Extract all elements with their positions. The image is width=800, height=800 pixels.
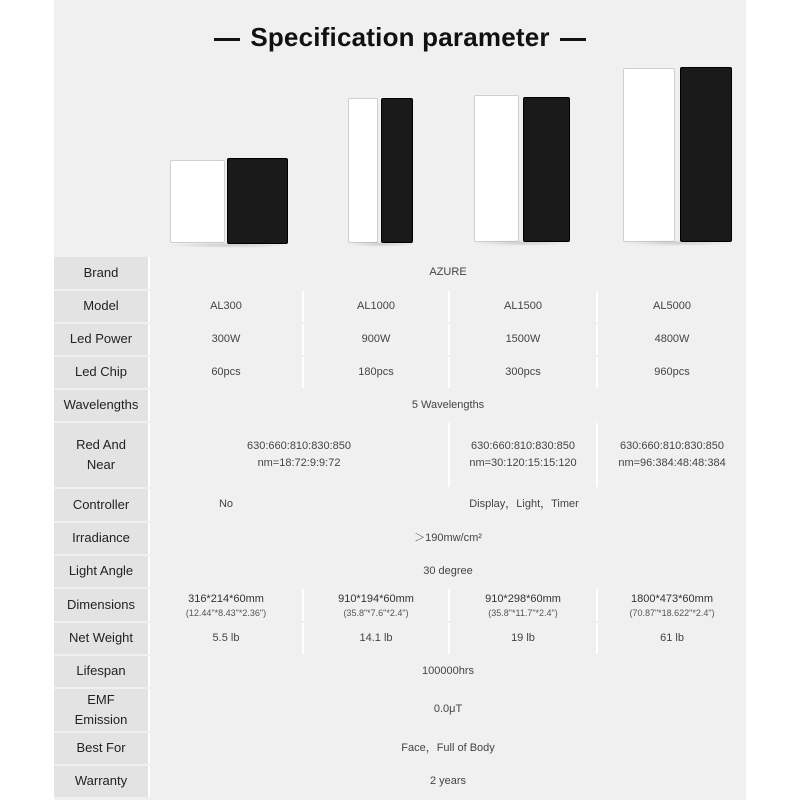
dimension-cell — [150, 589, 302, 621]
page-title — [0, 22, 800, 53]
dimension-mm: 316*214*60mm — [188, 593, 264, 606]
red-near-ratio: 630:660:810:830:850 — [247, 439, 351, 452]
row-label: Light Angle — [54, 556, 150, 587]
red-near-ratio: 630:660:810:830:850 — [620, 439, 725, 452]
red-near-nm: nm=96:384:48:48:384 — [618, 457, 726, 469]
net-weight-cell: 19 lb — [448, 623, 596, 654]
al1000-black-panel — [381, 98, 413, 243]
title-text: Specification parameter — [250, 22, 550, 52]
net-weight-cell: 14.1 lb — [302, 623, 448, 654]
red-near-nm: nm=18:72:9:9:72 — [257, 457, 341, 469]
led-chip-cell: 300pcs — [448, 357, 596, 388]
controller-rest: Display，Light，Timer — [302, 489, 746, 521]
row-label: Irradiance — [54, 523, 150, 554]
red-near-group — [150, 423, 448, 487]
row-net-weight — [54, 623, 746, 654]
row-warranty — [54, 766, 746, 797]
al5000-white-panel — [623, 68, 675, 242]
row-controller — [54, 489, 746, 521]
spec-table — [54, 255, 746, 799]
red-near-ratio: 630:660:810:830:850 — [471, 439, 575, 452]
title-dash-left — [214, 38, 240, 41]
row-emf — [54, 689, 746, 731]
row-brand — [54, 257, 746, 289]
dimension-inch: (12.44"*8.43"*2.36") — [185, 608, 267, 619]
model-cell: AL300 — [150, 291, 302, 322]
red-near-label-line1: Red And — [76, 436, 126, 452]
al300-white-panel — [170, 160, 225, 243]
red-near-label-line2: Near — [86, 457, 116, 472]
dimension-cell — [596, 589, 746, 621]
al1500-white-panel — [474, 95, 519, 242]
dimension-cell — [448, 589, 596, 621]
row-led-power — [54, 324, 746, 355]
lifespan-value: 100000hrs — [150, 656, 746, 687]
row-irradiance — [54, 523, 746, 554]
dimension-inch: (35.8"*11.7"*2.4") — [488, 608, 558, 619]
net-weight-cell: 5.5 lb — [150, 623, 302, 654]
row-label — [54, 689, 150, 731]
emf-label-line1: EMF — [87, 691, 115, 707]
row-label: Dimensions — [54, 589, 150, 621]
dimension-mm: 1800*473*60mm — [631, 593, 713, 606]
brand-value: AZURE — [150, 257, 746, 289]
red-near-group — [448, 423, 596, 487]
row-led-chip — [54, 357, 746, 388]
dimension-mm: 910*194*60mm — [338, 593, 414, 606]
row-label: Led Power — [54, 324, 150, 355]
dimension-inch: (70.87"*18.622"*2.4") — [629, 608, 715, 619]
wavelengths-value: 5 Wavelengths — [150, 390, 746, 421]
row-label: Best For — [54, 733, 150, 764]
red-near-nm: nm=30:120:15:15:120 — [469, 457, 577, 469]
model-cell: AL1000 — [302, 291, 448, 322]
row-label: Lifespan — [54, 656, 150, 687]
red-near-group — [596, 423, 746, 487]
al5000-black-panel — [680, 67, 732, 242]
warranty-value: 2 years — [150, 766, 746, 797]
led-power-cell: 4800W — [596, 324, 746, 355]
emf-label-line2: Emission — [74, 712, 128, 727]
row-label: Controller — [54, 489, 150, 521]
led-power-cell: 300W — [150, 324, 302, 355]
row-label — [54, 423, 150, 487]
row-wavelengths — [54, 390, 746, 421]
net-weight-cell: 61 lb — [596, 623, 746, 654]
al1500-black-panel — [523, 97, 570, 242]
best-for-value: Face，Full of Body — [150, 733, 746, 764]
light-angle-value: 30 degree — [150, 556, 746, 587]
al1000-white-panel — [348, 98, 378, 243]
model-cell: AL1500 — [448, 291, 596, 322]
row-lifespan — [54, 656, 746, 687]
model-cell: AL5000 — [596, 291, 746, 322]
led-power-cell: 900W — [302, 324, 448, 355]
row-best-for — [54, 733, 746, 764]
led-power-cell: 1500W — [448, 324, 596, 355]
led-chip-cell: 960pcs — [596, 357, 746, 388]
row-label: Wavelengths — [54, 390, 150, 421]
title-dash-right — [560, 38, 586, 41]
dimension-mm: 910*298*60mm — [485, 593, 561, 606]
row-label: Net Weight — [54, 623, 150, 654]
dimension-inch: (35.8"*7.6"*2.4") — [343, 608, 409, 619]
dimension-cell — [302, 589, 448, 621]
row-light-angle — [54, 556, 746, 587]
controller-first: No — [150, 489, 302, 521]
row-label: Model — [54, 291, 150, 322]
row-label: Led Chip — [54, 357, 150, 388]
al300-black-panel — [227, 158, 288, 244]
irradiance-value: ＞190mw/cm² — [150, 523, 746, 554]
row-red-near — [54, 423, 746, 487]
led-chip-cell: 60pcs — [150, 357, 302, 388]
row-label: Brand — [54, 257, 150, 289]
emf-value: 0.0μT — [150, 689, 746, 731]
led-chip-cell: 180pcs — [302, 357, 448, 388]
row-model — [54, 291, 746, 322]
row-label: Warranty — [54, 766, 150, 797]
row-dimensions — [54, 589, 746, 621]
